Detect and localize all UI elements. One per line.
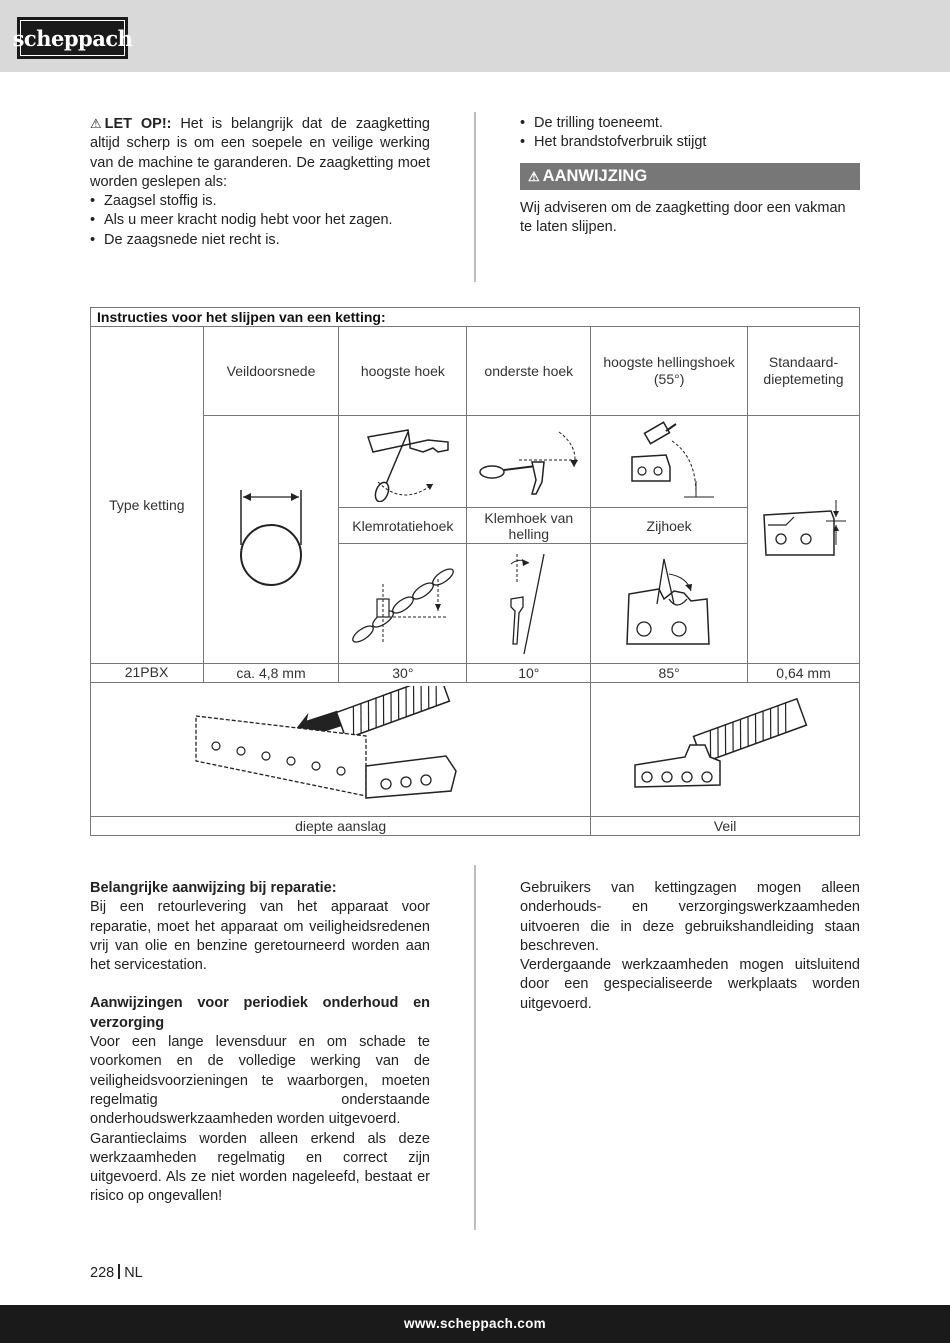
column-divider [474, 112, 476, 282]
column-header: Standaard-dieptemeting [748, 327, 860, 416]
table-title: Instructies voor het slijpen van een ketting: [91, 308, 860, 327]
warning-label: LET OP!: [104, 116, 172, 132]
column-header: Veildoorsnede [203, 327, 339, 416]
user-paragraph: Gebruikers van kettingzagen mogen alleen onderhouds- en verzorgingswerkzaamheden uitvoeren die in deze gebruikshandleiding staan beschreven. [520, 880, 860, 954]
warning-text: Het is belangrijk dat de zaagketting altijd scherp is om een soepele en veilige werking van de machine te garanderen. De zaagketting moet worden geslepen als: [90, 116, 430, 190]
file-position-diagram [591, 683, 860, 817]
table-border-fix [90, 663, 203, 664]
value-file-diameter: ca. 4,8 mm [203, 664, 339, 683]
page-number: 228 NL [90, 1265, 143, 1281]
section-heading: Belangrijke aanwijzing bij reparatie: [90, 880, 337, 896]
column-header: onderste hoek [467, 327, 591, 416]
depth-gauge-diagram [748, 416, 860, 664]
footer-bar [0, 1305, 950, 1343]
top-right-section [520, 114, 860, 237]
top-angle-diagram [339, 416, 467, 508]
workshop-paragraph: Verdergaande werkzaamheden mogen uitsluitend door een gespecialiseerde werkplaats worden uitgevoerd. [520, 957, 860, 1012]
depth-stop-diagram [91, 683, 591, 817]
warning-icon: ⚠ [528, 168, 540, 184]
sharpening-table [90, 307, 860, 836]
list-item: • Zaagsel stoffig is. [90, 192, 430, 211]
repair-paragraph: Bij een retourlevering van het apparaat voor reparatie, moet het apparaat om veiligheidsredenen vrij van olie en benzine geretourneerd worden aan het servicestation. [90, 899, 430, 974]
sub-label: Klemrotatiehoek [339, 508, 467, 544]
top-slope-angle-diagram [591, 416, 748, 508]
column-header: hoogste hoek [339, 327, 467, 416]
section-heading: Aanwijzingen voor periodiek onderhoud en verzorging [90, 995, 430, 1031]
column-divider [474, 865, 476, 1230]
column-header: hoogste hellingshoek (55°) [591, 327, 748, 416]
hint-title: AANWIJZING [542, 166, 648, 185]
value-chain-model: 21PBX [91, 664, 202, 681]
hint-text: Wij adviseren om de zaagketting door een vakman te laten slijpen. [520, 199, 846, 235]
row-header-chain-type: Type ketting [91, 327, 204, 683]
maintenance-section [90, 879, 430, 1207]
value-clamp-rotation-angle: 30° [339, 664, 467, 683]
side-angle-diagram [591, 544, 748, 664]
sharpen-conditions-list-2 [520, 114, 860, 153]
list-item: • De zaagsnede niet recht is. [90, 231, 430, 250]
list-item: • Als u meer kracht nodig hebt voor het zagen. [90, 211, 430, 230]
value-depth-gauge: 0,64 mm [748, 664, 860, 683]
header-bar [0, 0, 950, 72]
scheppach-logo: scheppach [17, 17, 128, 59]
clamp-rotation-angle-diagram [339, 544, 467, 664]
clamp-slope-angle-diagram [467, 544, 591, 664]
file-diameter-diagram [203, 416, 339, 664]
sub-label: Zijhoek [591, 508, 748, 544]
value-clamp-slope-angle: 10° [467, 664, 591, 683]
warning-icon: ⚠ [90, 116, 102, 131]
hint-banner [520, 163, 860, 190]
warning-paragraph [90, 114, 430, 192]
maintenance-paragraph: Voor een lange levensduur en om schade te voorkomen en de volledige werking van de veiligheidsvoorzieningen te waarborgen, moeten regelmatig onderstaande onderhoudswerkzaamheden worden uitgevoerd. [90, 1034, 430, 1128]
warranty-paragraph: Garantieclaims worden alleen erkend als deze werkzaamheden regelmatig en correct zijn uitgevoerd. Als ze niet worden nageleefd, bestaat er risico op ongevallen! [90, 1130, 430, 1205]
user-maintenance-section [520, 879, 860, 1014]
bottom-angle-diagram [467, 416, 591, 508]
sub-label: Klemhoek van helling [467, 508, 591, 544]
value-side-angle: 85° [591, 664, 748, 683]
caption-file: Veil [591, 817, 860, 836]
list-item: • Het brandstofverbruik stijgt [520, 133, 860, 152]
list-item: • De trilling toeneemt. [520, 114, 860, 133]
sharpen-conditions-list [90, 192, 430, 250]
website-link[interactable]: www.scheppach.com [404, 1316, 546, 1331]
warning-section [90, 114, 430, 250]
caption-depth-stop: diepte aanslag [91, 817, 591, 836]
